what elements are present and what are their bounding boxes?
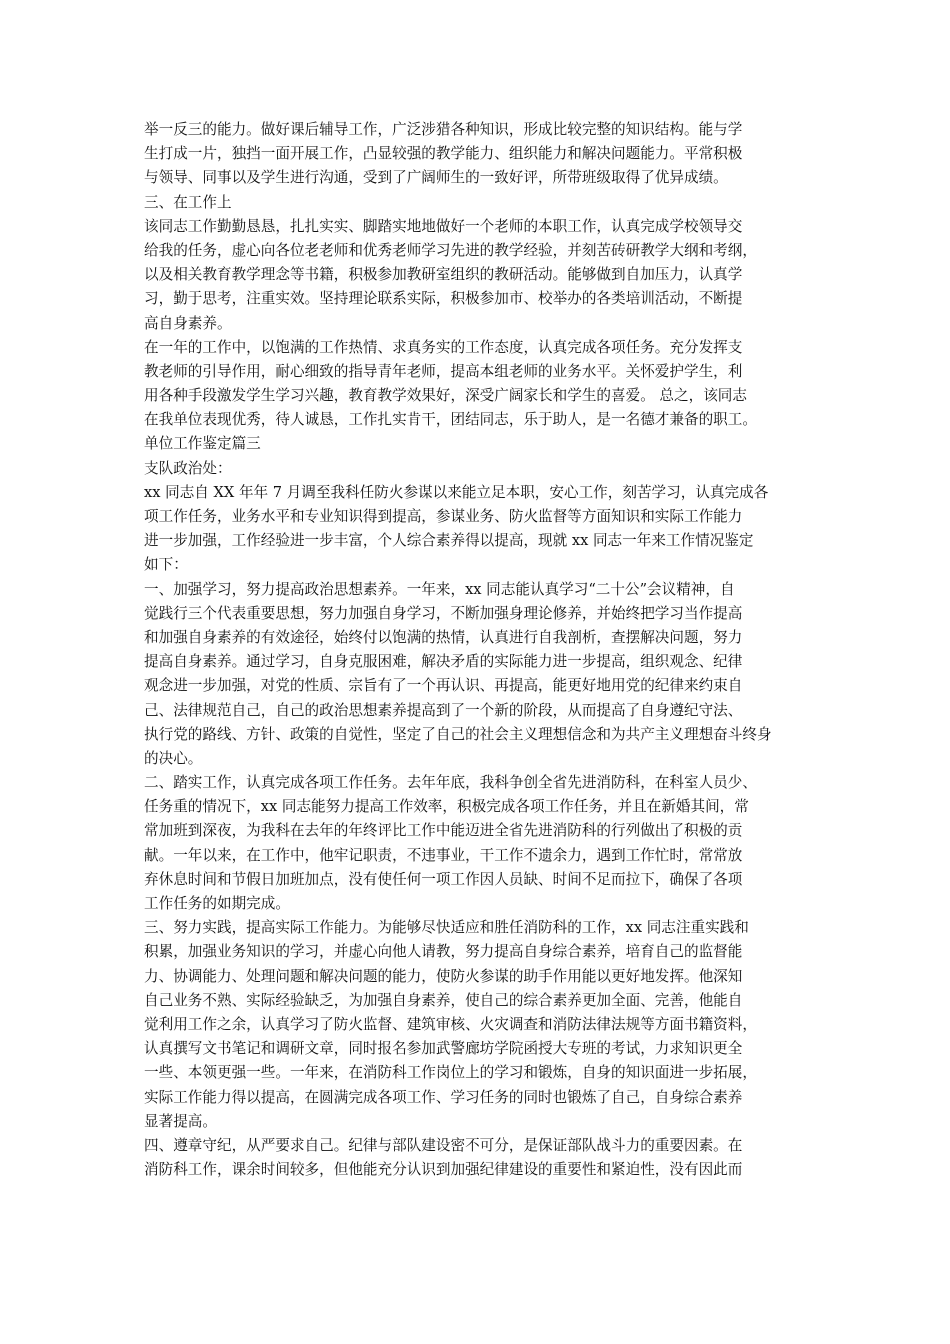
text-line: 显著提高。 [144,1112,217,1130]
text-line: 献。一年以来，在工作中，他牢记职责，不违事业，干工作不遗余力，遇到工作忙时，常常放 [144,846,743,864]
text-line: 用各种手段激发学生学习兴趣，教育教学效果好，深受广阔家长和学生的喜爱。 总之，该同志 [144,387,747,405]
text-line: 教老师的引导作用，耐心细致的指导青年老师，提高本组老师的业务水平。关怀爱护学生，利 [144,362,743,380]
text-line: 以及相关教育教学理念等书籍，积极参加教研室组织的教研活动。能够做到自加压力，认真学 [144,266,743,284]
text-line: 一、加强学习，努力提高政治思想素养。一年来，xx 同志能认真学习“二十公”会议精神，自 [144,580,735,598]
text-line: 和加强自身素养的有效途径，始终付以饱满的热情，认真进行自我剖析，查摆解决问题，努力 [144,628,743,646]
text-line: 项工作任务，业务水平和专业知识得到提高，参谋业务、防火监督等方面知识和实际工作能力 [144,508,743,525]
section-title: 单位工作鉴定篇三 [144,435,261,453]
text-line: 如下： [144,556,188,574]
text-line: 该同志工作勤勤恳恳，扎扎实实、脚踏实地地做好一个老师的本职工作，认真完成学校领导交 [144,217,743,235]
text-line: 觉利用工作之余，认真学习了防火监督、建筑审核、火灾调查和消防法律法规等方面书籍资料， [144,1015,757,1033]
text-line: 自己业务不熟、实际经验缺乏，为加强自身素养，使自己的综合素养更加全面、完善，他能自 [144,991,743,1009]
text-line: 力、协调能力、处理问题和解决问题的能力，使防火参谋的助手作用能以更好地发挥。他深知 [144,967,743,985]
text-line: 消防科工作，课余时间较多，但他能充分认识到加强纪律建设的重要性和紧迫性，没有因此而 [144,1161,743,1179]
text-line: 观念进一步加强，对党的性质、宗旨有了一个再认识、再提高，能更好地用党的纪律来约束自 [144,677,743,695]
text-line [144,1182,812,1206]
text-line: 进一步加强，工作经验进一步丰富，个人综合素养得以提高，现就 xx 同志一年来工作情况鉴定 [144,532,754,550]
text-line: 觉践行三个代表重要思想，努力加强自身学习，不断加强身理论修养，并始终把学习当作提高 [144,604,743,622]
text-line: 实际工作能力得以提高，在圆满完成各项工作、学习任务的同时也锻炼了自己，自身综合素养 [144,1088,743,1106]
text-line: 二、踏实工作，认真完成各项工作任务。去年年底，我科争创全省先进消防科，在科室人员少、 [144,774,757,792]
text-line: 工作任务的如期完成。 [144,895,290,912]
text-line: xx 同志自 XX 年年 7 月调至我科任防火参谋以来能立足本职，安心工作，刻苦学习，认真完成各 [144,483,769,501]
text-line: 认真撰写文书笔记和调研文章，同时报名参加武警廊坊学院函授大专班的考试，力求知识更全 [144,1040,743,1058]
text-line: 弃休息时间和节假日加班加点，没有使任何一项工作因人员缺、时间不足而拉下，确保了各项 [144,870,743,888]
text-line: 给我的任务，虚心向各位老老师和优秀老师学习先进的教学经验，并刻苦砖研教学大纲和考纲， [144,241,757,259]
text-line: 提高自身素养。通过学习，自身克服困难，解决矛盾的实际能力进一步提高，组织观念、纪律 [144,653,743,671]
salutation: 支队政治处： [144,459,232,477]
section-heading: 三、在工作上 [144,193,232,211]
text-line: 三、努力实践，提高实际工作能力。为能够尽快适应和胜任消防科的工作，xx 同志注重实践和 [144,919,749,937]
text-line: 习，勤于思考，注重实效。坚持理论联系实际，积极参加市、校举办的各类培训活动，不断提 [144,290,743,308]
text-line: 任务重的情况下，xx 同志能努力提高工作效率，积极完成各项工作任务，并且在新婚其间，常 [144,798,749,816]
text-line: 积累，加强业务知识的学习，并虚心向他人请教，努力提高自身综合素养，培育自己的监督能 [144,943,743,961]
text-line: 在一年的工作中，以饱满的工作热情、求真务实的工作态度，认真完成各项任务。充分发挥支 [144,338,743,356]
text-line: 高自身素养。 [144,314,232,332]
text-line: 举一反三的能力。做好课后辅导工作，广泛涉猎各种知识，形成比较完整的知识结构。能与学 [144,121,743,138]
document-body [144,118,812,1206]
text-line: 与领导、同事以及学生进行沟通，受到了广阔师生的一致好评，所带班级取得了优异成绩。 [144,169,728,187]
text-line: 四、遵章守纪，从严要求自己。纪律与部队建设密不可分，是保证部队战斗力的重要因素。在 [144,1136,743,1154]
text-line: 一些、本领更强一些。一年来，在消防科工作岗位上的学习和锻炼，自身的知识面进一步拓展， [144,1064,757,1082]
text-line: 己、法律规范自己，自己的政治思想素养提高到了一个新的阶段，从而提高了自身遵纪守法、 [144,701,743,719]
text-line: 的决心。 [144,749,203,767]
text-line: 常加班到深夜，为我科在去年的年终评比工作中能迈进全省先进消防科的行列做出了积极的贡 [144,822,743,840]
text-line: 在我单位表现优秀，待人诚恳，工作扎实肯干，团结同志，乐于助人，是一名德才兼备的职工。 [144,411,757,429]
text-line: 生打成一片，独挡一面开展工作，凸显较强的教学能力、组织能力和解决问题能力。平常积极 [144,145,743,163]
text-line: 执行党的路线、方针、政策的自觉性，坚定了自己的社会主义理想信念和为共产主义理想奋斗终身 [144,725,772,743]
